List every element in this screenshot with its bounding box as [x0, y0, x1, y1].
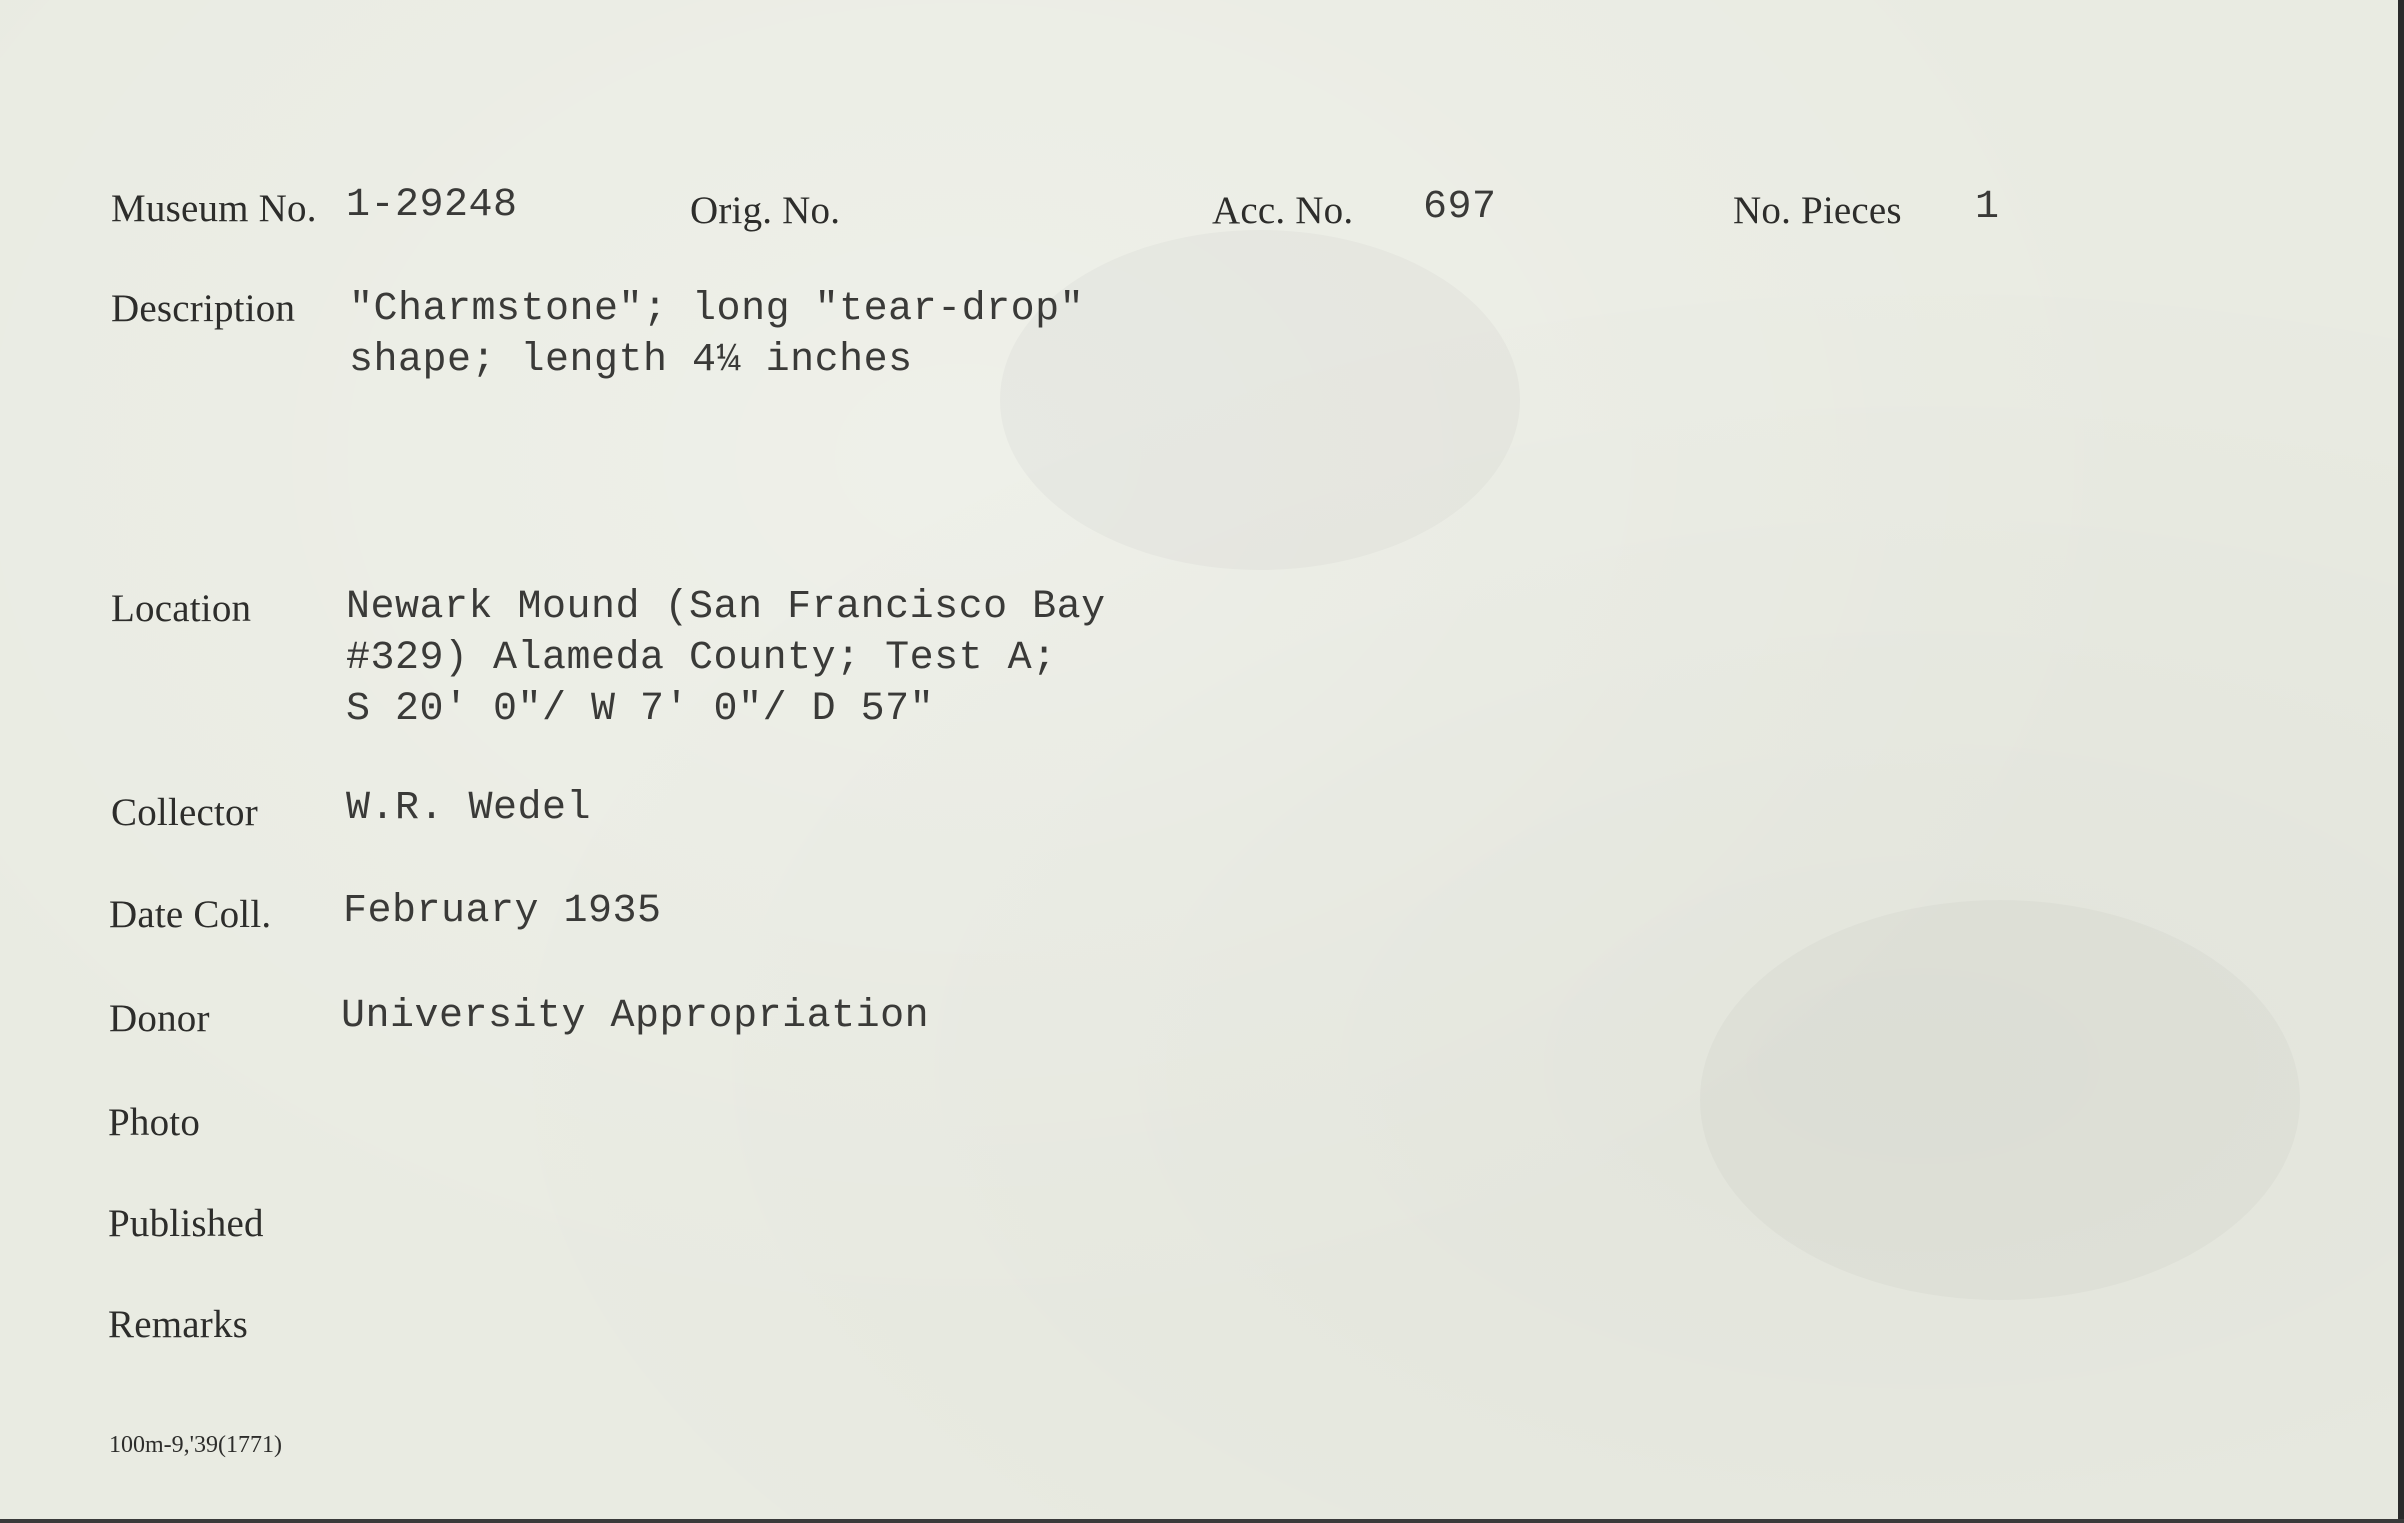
card-edge-right — [2398, 0, 2404, 1523]
description-line: "Charmstone"; long "tear-drop" — [349, 287, 1085, 332]
card-edge-bottom — [0, 1519, 2404, 1523]
acc-no-label: Acc. No. — [1212, 189, 1354, 232]
location-value — [346, 582, 1106, 735]
museum-no-value: 1-29248 — [346, 183, 518, 228]
location-label: Location — [111, 587, 252, 630]
photo-label: Photo — [108, 1101, 201, 1144]
date-coll-value: February 1935 — [343, 889, 662, 934]
acc-no-value: 697 — [1423, 185, 1497, 230]
published-label: Published — [108, 1202, 264, 1245]
no-pieces-value: 1 — [1975, 185, 2000, 230]
description-line: shape; length 4¼ inches — [349, 338, 913, 383]
location-line: #329) Alameda County; Test A; — [346, 636, 1057, 681]
collector-label: Collector — [111, 791, 258, 834]
location-line: S 20' 0"/ W 7' 0"/ D 57" — [346, 687, 935, 732]
form-code: 100m-9,'39(1771) — [109, 1432, 282, 1458]
paper-stain — [1700, 900, 2300, 1300]
remarks-label: Remarks — [108, 1303, 249, 1346]
donor-label: Donor — [109, 997, 210, 1040]
museum-no-label: Museum No. — [111, 187, 317, 230]
no-pieces-label: No. Pieces — [1733, 189, 1902, 232]
orig-no-label: Orig. No. — [690, 189, 841, 232]
description-label: Description — [111, 287, 296, 330]
location-line: Newark Mound (San Francisco Bay — [346, 585, 1106, 630]
date-coll-label: Date Coll. — [109, 893, 272, 936]
paper-stain — [1000, 230, 1520, 570]
collector-value: W.R. Wedel — [346, 786, 592, 831]
description-value — [349, 284, 1084, 386]
donor-value: University Appropriation — [341, 994, 930, 1039]
